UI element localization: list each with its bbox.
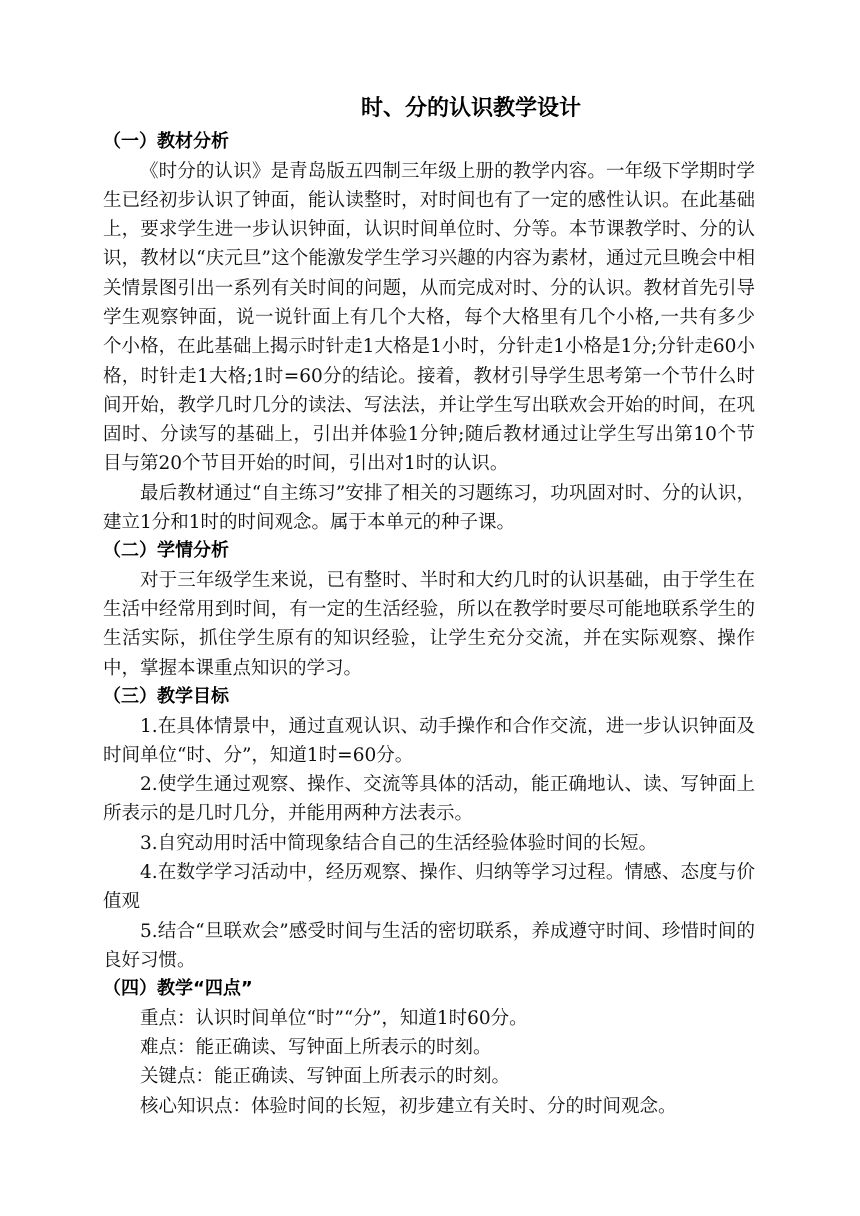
- section-four-points: [103, 975, 755, 1121]
- goal-item: 1.在具体情景中，通过直观认识、动手操作和合作交流，进一步认识钟面及时间单位“时、分”，知道1时=60分。: [103, 715, 755, 766]
- page-title: 时、分的认识教学设计: [360, 96, 581, 121]
- goal-item: 2.使学生通过观察、操作、交流等具体的活动，能正确地认、读、写钟面上所表示的是几时几分，并能用两种方法表示。: [103, 774, 755, 825]
- section-student-analysis: [103, 537, 755, 683]
- section-heading: （一）教材分析: [103, 131, 229, 152]
- document-body: [103, 92, 755, 1121]
- critical-point: 关键点：能正确读、写钟面上所表示的时刻。: [140, 1066, 511, 1088]
- paragraph: 《时分的认识》是青岛版五四制三年级上册的教学内容。一年级下学期时学生已经初步认识了钟面，能认读整时，对时间也有了一定的感性认识。在此基础上，要求学生进一步认识钟面，认识时间单位时、分等。本节课教学时、分的认识，教材以“庆元旦”这个能激发学生学习兴趣的内容为素材，通过元旦晚会中相关情景图引出一系列有关时间的问题，从而完成对时、分的认识。教材首先引导学生观察钟面，说一说针面上有几个大格，每个大格里有几个小格,一共有多少个小格，在此基础上揭示时针走1大格是1小时，分针走1小格是1分;分针走60小格，时针走1大格;1时=60分的结论。接着，教材引导学生思考第一个节什么时间开始，教学几时几分的读法、写法法，并让学生写出联欢会开始的时间，在巩固时、分读写的基础上，引出并体验1分钟;随后教材通过让学生写出第10个节目与第20个节目开始的时间，引出对1时的认识。: [103, 160, 755, 475]
- goal-item: 3.自究动用时活中简现象结合自己的生活经验体验时间的长短。: [140, 832, 658, 854]
- section-heading: （二）学情分析: [103, 540, 229, 562]
- paragraph: 最后教材通过“自主练习”安排了相关的习题练习，功巩固对时、分的认识，建立1分和1时的时间观念。属于本单元的种子课。: [103, 482, 755, 534]
- section-heading: （三）教学目标: [103, 686, 229, 708]
- paragraph: 对于三年级学生来说，已有整时、半时和大约几时的认识基础，由于学生在生活中经常用到时间，有一定的生活经验，所以在教学时要尽可能地联系学生的生活实际，抓住学生原有的知识经验，让学生充分交流，并在实际观察、操作中，掌握本课重点知识的学习。: [103, 569, 755, 679]
- section-heading: （四）教学“四点”: [103, 978, 253, 1000]
- section-textbook-analysis: [103, 128, 755, 537]
- core-knowledge-point: 核心知识点：体验时间的长短，初步建立有关时、分的时间观念。: [140, 1095, 677, 1117]
- key-point: 重点：认识时间单位“时”“分”，知道1时60分。: [140, 1007, 528, 1029]
- goal-item: 4.在数学学习活动中，经历观察、操作、归纳等学习过程。情感、态度与价值观: [103, 862, 755, 913]
- section-teaching-goals: [103, 683, 755, 975]
- goal-item: 5.结合“旦联欢会”感受时间与生活的密切联系，养成遵守时间、珍惜时间的良好习惯。: [103, 920, 755, 971]
- difficult-point: 难点：能正确读、写钟面上所表示的时刻。: [140, 1037, 492, 1059]
